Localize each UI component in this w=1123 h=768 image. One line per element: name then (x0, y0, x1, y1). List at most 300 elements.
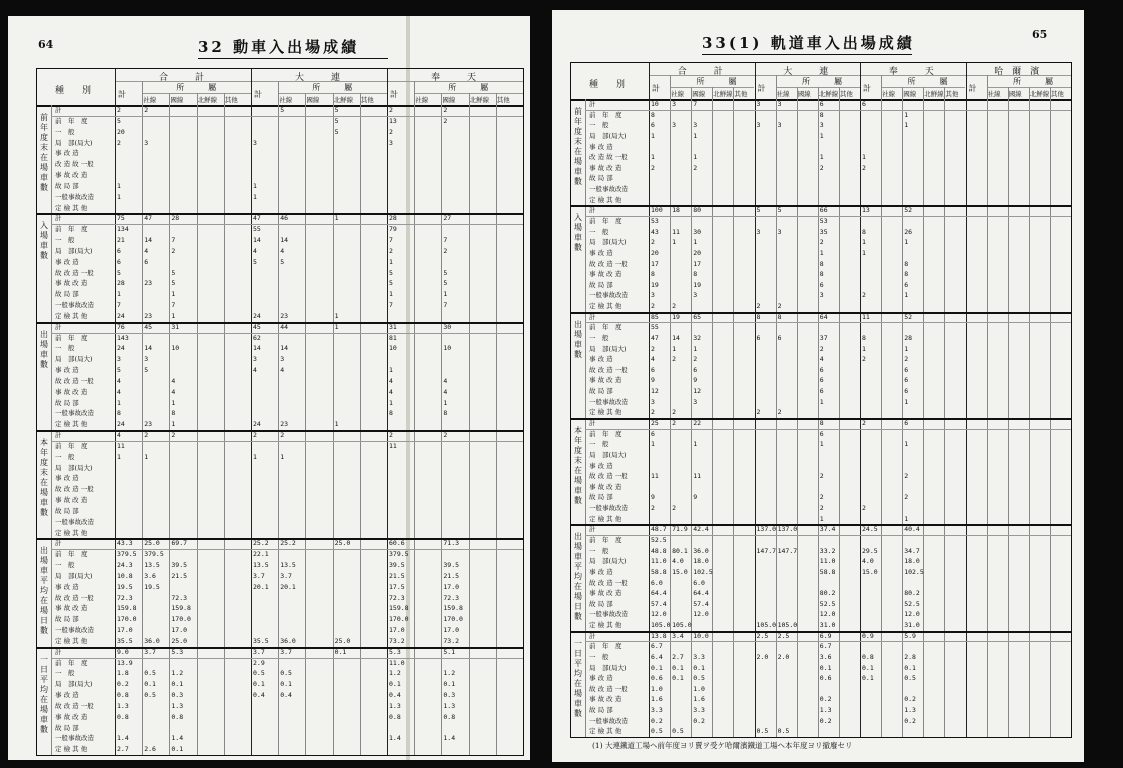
table-cell: 1 (117, 452, 121, 461)
table-cell: 1.6 (651, 695, 663, 704)
table-cell: 379.5 (389, 550, 409, 559)
table-cell: 72.3 (117, 593, 133, 602)
sub-column-rule (169, 93, 170, 755)
table-cell: 2.5 (777, 631, 790, 640)
footnote: (1) 大連鐵道工場ヘ前年度ヨリ賣ヲ受ケ哈爾濱鐵道工場ヘ本年度ヨリ撤廢セリ (592, 741, 853, 750)
header-place: 所 屬 (1012, 77, 1053, 86)
table-cell: 4 (144, 246, 149, 255)
table-cell: 1 (819, 153, 824, 162)
row-label: 定 檢 其 他 (589, 727, 622, 736)
total-row-rule (51, 116, 523, 117)
table-cell: 5 (334, 106, 339, 114)
table-cell: 170.0 (171, 615, 191, 624)
table-cell: 2 (862, 163, 866, 172)
table-cell: 6.0 (693, 578, 705, 587)
table-cell: 143 (117, 333, 129, 342)
table-cell: 6 (117, 246, 121, 255)
row-label: 定 檢 其 他 (55, 636, 88, 645)
table-cell: 37 (819, 333, 828, 342)
table-cell: 53 (819, 216, 828, 225)
table-cell: 1.3 (443, 701, 456, 710)
table-cell: 14 (280, 236, 289, 244)
table-cell: 159.8 (389, 604, 409, 613)
sub-column-rule (944, 87, 945, 737)
row-label: 一般事故改造 (55, 409, 94, 418)
section-label: 出場車數 (40, 329, 48, 369)
sub-column-rule (797, 87, 798, 737)
total-row-rule (585, 429, 1071, 430)
table-cell: 5 (334, 127, 339, 136)
table-cell: 0.2 (819, 695, 832, 704)
table-cell: 6 (819, 365, 824, 374)
table-cell: 2 (253, 431, 257, 439)
row-label: 事 故 改 造 (55, 387, 88, 396)
table-cell: 5 (117, 116, 121, 125)
table-cell: 1 (819, 440, 824, 449)
table-cell: 65 (693, 312, 702, 321)
table-cell: 11 (862, 312, 870, 321)
table-cell: 2 (672, 355, 677, 364)
table-cell: 1 (904, 344, 909, 353)
left-page (8, 16, 530, 760)
table-cell: 0.1 (862, 674, 874, 683)
table-cell: 3 (144, 355, 149, 364)
section-label: 出場車平均在場日數 (40, 546, 48, 636)
table-cell: 0.1 (693, 663, 705, 672)
table-cell: 1 (672, 238, 677, 247)
section-label: 前年度末在場車數 (574, 107, 582, 186)
table-cell: 64.4 (651, 589, 667, 598)
table-cell: 1 (253, 452, 257, 461)
table-cell: 40.4 (904, 525, 920, 534)
table-cell: 1 (862, 238, 866, 247)
table-cell: 0.1 (334, 647, 347, 656)
table-cell: 2.6 (144, 745, 156, 754)
table-cell: 31.0 (904, 621, 920, 630)
table-cell: 14 (253, 344, 261, 353)
header-sub-0: 社線 (143, 96, 157, 104)
header-total: 合 計 (677, 67, 723, 77)
sub-column-rule (733, 87, 734, 737)
table-cell: 0.5 (777, 727, 790, 736)
row-label: 事 故 改 造 (55, 496, 88, 504)
table-cell: 379.5 (117, 550, 137, 559)
header-place: 所 屬 (907, 77, 948, 86)
table-cell: 21.5 (389, 571, 405, 580)
table-cell: 4 (389, 387, 393, 396)
header-hoten: 奉 天 (431, 73, 477, 83)
table-cell: 14 (280, 344, 289, 353)
table-cell: 11 (651, 472, 659, 481)
sub-column-rule (197, 93, 198, 755)
table-cell: 2 (777, 302, 782, 311)
table-cell: 23 (144, 420, 153, 429)
table-cell: 0.1 (280, 680, 292, 689)
row-label: 前 年 度 (589, 642, 622, 651)
table-cell: 0.8 (117, 712, 129, 721)
table-cell: 0.8 (443, 712, 456, 721)
left-table (36, 68, 524, 756)
sub-column-rule (360, 93, 361, 755)
row-label: 局 部(局大) (589, 238, 627, 247)
table-cell: 105.0 (672, 621, 692, 630)
table-cell: 64.4 (693, 589, 709, 598)
table-cell: 26 (904, 227, 913, 236)
table-cell: 39.5 (171, 561, 188, 569)
table-cell: 13 (862, 206, 870, 215)
sub-column-rule (923, 87, 924, 737)
row-label: 一般事故改造 (589, 397, 628, 406)
table-cell: 19 (693, 280, 702, 289)
table-cell: 71.3 (443, 539, 460, 548)
table-cell: 0.1 (672, 663, 684, 672)
table-cell: 0.6 (819, 674, 832, 683)
header-place: 所 屬 (312, 83, 353, 92)
table-cell: 1 (334, 420, 339, 429)
table-cell: 9.0 (117, 647, 129, 656)
row-label: 一 般 (55, 236, 75, 244)
sub-column-rule (1050, 87, 1051, 737)
row-label: 一 般 (589, 546, 609, 555)
row-label: 一 般 (55, 452, 75, 461)
table-cell: 80.2 (904, 589, 920, 598)
table-cell: 0.1 (171, 745, 184, 754)
table-cell: 1 (443, 398, 448, 407)
table-cell: 0.2 (819, 716, 832, 725)
header-sub-3: 其他 (496, 96, 510, 104)
header-kei: 計 (390, 90, 398, 99)
header-sub-3: 其他 (839, 90, 853, 98)
header-kei: 計 (863, 84, 871, 93)
table-cell: 57.4 (693, 599, 709, 608)
book-binding (530, 10, 552, 762)
table-cell: 48.7 (651, 525, 667, 534)
row-label: 局 部(局大) (55, 355, 93, 364)
row-label: 局 部(局大) (55, 680, 93, 689)
table-cell: 12 (651, 387, 659, 396)
table-cell: 4 (443, 387, 448, 396)
label-column-rule (649, 63, 650, 737)
row-label: 事 故 改 造 (589, 270, 622, 279)
left-page-number: 64 (38, 38, 54, 51)
table-cell: 2 (389, 431, 393, 439)
right-page (552, 10, 1084, 762)
table-cell: 6 (904, 419, 909, 427)
row-label: 一般事故改造 (55, 734, 94, 743)
table-cell: 3 (777, 121, 782, 130)
table-cell: 6.4 (651, 652, 663, 661)
row-label: 故 局 部 (55, 398, 79, 407)
table-cell: 17.5 (389, 582, 405, 591)
table-cell: 73.2 (389, 636, 405, 645)
row-label: 事 改 造 (589, 461, 613, 470)
table-cell: 13.8 (651, 631, 667, 640)
table-cell: 1.8 (117, 669, 129, 678)
table-cell: 2 (756, 408, 761, 417)
group-rule (755, 63, 756, 737)
row-label: 前 年 度 (589, 429, 622, 438)
table-cell: 2 (819, 472, 824, 481)
row-label: 前 年 度 (55, 550, 88, 559)
table-cell: 23 (280, 420, 289, 429)
table-cell: 8 (819, 259, 824, 268)
row-label: 事 改 造 (589, 248, 613, 257)
table-cell: 35.5 (253, 636, 269, 645)
row-label: 前 年 度 (55, 658, 88, 667)
sub-column-rule (712, 87, 713, 737)
header-sub-1: 國線 (1008, 90, 1022, 98)
table-cell: 5 (389, 268, 393, 277)
header-kei: 計 (968, 84, 977, 93)
row-label: 前 年 度 (55, 225, 88, 234)
row-label: 一 般 (55, 561, 75, 569)
table-cell: 1 (819, 514, 824, 523)
table-cell: 81 (389, 333, 397, 342)
row-label: 故 改 造 一般 (589, 472, 628, 481)
table-cell: 3.3 (651, 706, 663, 715)
row-label: 計 (589, 206, 596, 215)
header-sub-3: 其他 (360, 96, 374, 104)
table-cell: 72.3 (443, 593, 460, 602)
table-cell: 25 (651, 419, 659, 427)
table-cell: 1 (904, 291, 909, 300)
row-label: 事 改 造 (55, 366, 79, 374)
sub-column-rule (881, 75, 882, 737)
table-cell: 31 (171, 322, 180, 331)
header-sub-2: 北鮮線 (469, 96, 490, 104)
table-cell: 10 (651, 100, 659, 108)
right-title-rule (702, 54, 912, 55)
table-cell: 3 (819, 291, 824, 300)
table-cell: 25.2 (280, 539, 296, 548)
row-label: 事 改 造 (589, 355, 613, 364)
table-cell: 57.4 (651, 599, 667, 608)
left-title-rule (198, 58, 388, 59)
table-cell: 6 (756, 333, 761, 342)
header-sub-1: 國線 (797, 90, 811, 98)
row-label: 計 (589, 100, 596, 108)
table-cell: 1 (651, 153, 655, 162)
table-cell: 11.0 (389, 658, 405, 667)
row-label: 一 般 (589, 121, 609, 130)
header-sub-2: 北鮮線 (1029, 90, 1050, 98)
row-label: 局 部(局大) (55, 463, 93, 472)
header-sub-2: 北鮮線 (713, 90, 733, 98)
table-cell: 5.3 (389, 647, 401, 656)
table-cell: 1 (117, 192, 121, 201)
table-cell: 2 (443, 116, 448, 125)
table-cell: 2 (443, 431, 448, 439)
table-cell: 73.2 (443, 636, 460, 645)
sub-column-rule (1008, 87, 1009, 737)
table-cell: 2 (117, 138, 121, 147)
table-cell: 10 (389, 344, 397, 353)
table-cell: 4.0 (862, 557, 874, 566)
table-cell: 34.7 (904, 546, 920, 555)
header-sub-0: 社線 (671, 90, 685, 98)
table-cell: 9 (693, 376, 698, 385)
table-cell: 1.4 (171, 734, 184, 743)
table-cell: 35.5 (117, 636, 133, 645)
table-cell: 2 (672, 302, 677, 311)
table-cell: 159.8 (443, 604, 463, 613)
row-label: 前 年 度 (589, 216, 622, 225)
row-label: 局 部(局大) (589, 663, 627, 672)
table-cell: 1 (819, 248, 824, 257)
table-cell: 3.6 (144, 571, 156, 580)
table-cell: 19 (672, 312, 680, 321)
table-cell: 12 (693, 387, 702, 396)
header-sub-0: 社線 (776, 90, 790, 98)
table-cell: 17.0 (389, 626, 405, 634)
header-kei: 計 (757, 84, 766, 93)
table-cell: 3 (672, 100, 677, 108)
table-cell: 3 (819, 121, 824, 130)
table-cell: 62 (253, 333, 261, 342)
row-label: 改 造 故 一般 (55, 160, 94, 169)
table-cell: 3 (651, 291, 655, 300)
row-label: 事 改 造 (55, 257, 79, 266)
table-cell: 72.3 (389, 593, 405, 602)
table-cell: 24 (117, 420, 125, 429)
table-cell: 4 (117, 387, 121, 396)
table-cell: 5 (117, 366, 121, 374)
table-cell: 2.8 (904, 652, 916, 661)
row-label: 事 改 造 (55, 149, 79, 158)
table-cell: 39.5 (389, 561, 405, 569)
table-cell: 2 (672, 419, 677, 427)
table-cell: 6.7 (651, 642, 663, 651)
table-cell: 2 (651, 238, 655, 247)
table-cell: 0.5 (904, 674, 916, 683)
table-cell: 0.1 (862, 663, 874, 672)
row-label: 事 故 改 造 (55, 604, 88, 613)
table-cell: 0.5 (144, 669, 156, 678)
table-cell: 6.9 (819, 631, 832, 640)
table-cell: 7 (443, 236, 448, 244)
table-cell: 0.4 (280, 691, 292, 699)
table-cell: 1 (253, 192, 257, 201)
table-cell: 159.8 (171, 604, 191, 613)
table-cell: 28 (389, 214, 397, 223)
table-cell: 2 (672, 408, 677, 417)
table-cell: 1 (819, 131, 824, 140)
row-label: 一般事故改造 (589, 291, 628, 300)
table-cell: 7 (389, 301, 393, 309)
row-label: 前 年 度 (55, 441, 88, 450)
label-column-rule (115, 69, 116, 755)
table-cell: 0.5 (651, 727, 663, 736)
header-sub-2: 北鮮線 (818, 90, 839, 98)
table-cell: 3.4 (672, 631, 684, 640)
table-cell: 21 (117, 236, 125, 244)
table-cell: 8 (651, 110, 655, 119)
header-sub-0: 社線 (987, 90, 1001, 98)
table-cell: 5 (777, 206, 782, 215)
table-cell: 1 (904, 238, 909, 247)
header-sub-3: 其他 (945, 90, 959, 98)
table-cell: 3 (777, 227, 782, 236)
table-cell: 170.0 (389, 615, 409, 624)
table-cell: 2 (862, 291, 866, 300)
row-label: 故 局 部 (589, 599, 613, 608)
row-label: 定 檢 其 他 (55, 420, 88, 429)
row-label: 故 改 造 一般 (589, 365, 628, 374)
row-label: 定 檢 其 他 (55, 311, 88, 320)
row-label: 事 故 改 造 (55, 279, 88, 288)
table-cell: 6.0 (651, 578, 663, 587)
row-label: 一 般 (589, 227, 609, 236)
table-cell: 14 (144, 236, 153, 244)
table-cell: 30 (693, 227, 702, 236)
table-cell: 1 (389, 257, 393, 266)
table-cell: 39.5 (443, 561, 460, 569)
table-cell: 3 (672, 121, 677, 130)
table-cell: 6 (819, 387, 824, 396)
header-harbin: 哈 爾 濱 (994, 67, 1040, 77)
header-sub-0: 社線 (882, 90, 896, 98)
table-cell: 55 (253, 225, 261, 234)
table-cell: 9 (651, 493, 655, 502)
header-osaka: 大 連 (783, 67, 829, 77)
row-label: 故 改 造 一般 (55, 593, 94, 602)
table-cell: 6 (904, 387, 909, 396)
row-label: 計 (55, 539, 62, 548)
table-cell: 8 (904, 259, 909, 268)
table-cell: 6 (693, 365, 698, 374)
row-label: 故 改 造 一般 (589, 684, 628, 693)
table-cell: 18.0 (904, 557, 920, 566)
table-cell: 46 (280, 214, 289, 223)
table-cell: 5.3 (171, 647, 184, 656)
table-cell: 3 (253, 138, 257, 147)
row-label: 事 改 造 (55, 582, 79, 591)
table-cell: 5 (280, 106, 285, 114)
table-cell: 0.8 (171, 712, 184, 721)
table-cell: 24 (253, 311, 261, 320)
table-cell: 11.0 (819, 557, 836, 566)
header-kind: 種 別 (55, 86, 92, 96)
table-cell: 71.9 (672, 525, 688, 534)
table-cell: 1 (117, 181, 121, 190)
table-cell: 2 (904, 493, 909, 502)
table-cell: 52.5 (819, 599, 836, 608)
table-cell: 2 (819, 504, 824, 513)
table-cell: 79 (389, 225, 397, 234)
right-page-title: 33(1) 軌道車入出場成績 (702, 34, 915, 52)
row-label: 定 檢 其 他 (55, 203, 88, 212)
row-label: 事 故 改 造 (589, 376, 622, 385)
table-cell: 2 (862, 419, 866, 427)
section-label: 本年度末在場車數 (40, 438, 48, 517)
table-cell: 0.1 (819, 663, 832, 672)
row-label: 局 部(局大) (589, 344, 627, 353)
total-row-rule (585, 110, 1071, 111)
table-cell: 2.0 (756, 652, 769, 661)
table-cell: 25.0 (144, 539, 160, 548)
row-label: 一 般 (589, 333, 609, 342)
row-label: 一般事故改造 (55, 192, 94, 201)
row-label: 故 局 部 (55, 506, 79, 515)
row-label: 前 年 度 (55, 333, 88, 342)
sub-column-rule (902, 87, 903, 737)
table-cell: 14 (144, 344, 153, 353)
table-cell: 1 (144, 452, 149, 461)
table-cell: 19 (651, 280, 659, 289)
row-label: 定 檢 其 他 (589, 621, 622, 630)
header-kei: 計 (118, 90, 126, 99)
row-label: 一 般 (55, 127, 75, 136)
